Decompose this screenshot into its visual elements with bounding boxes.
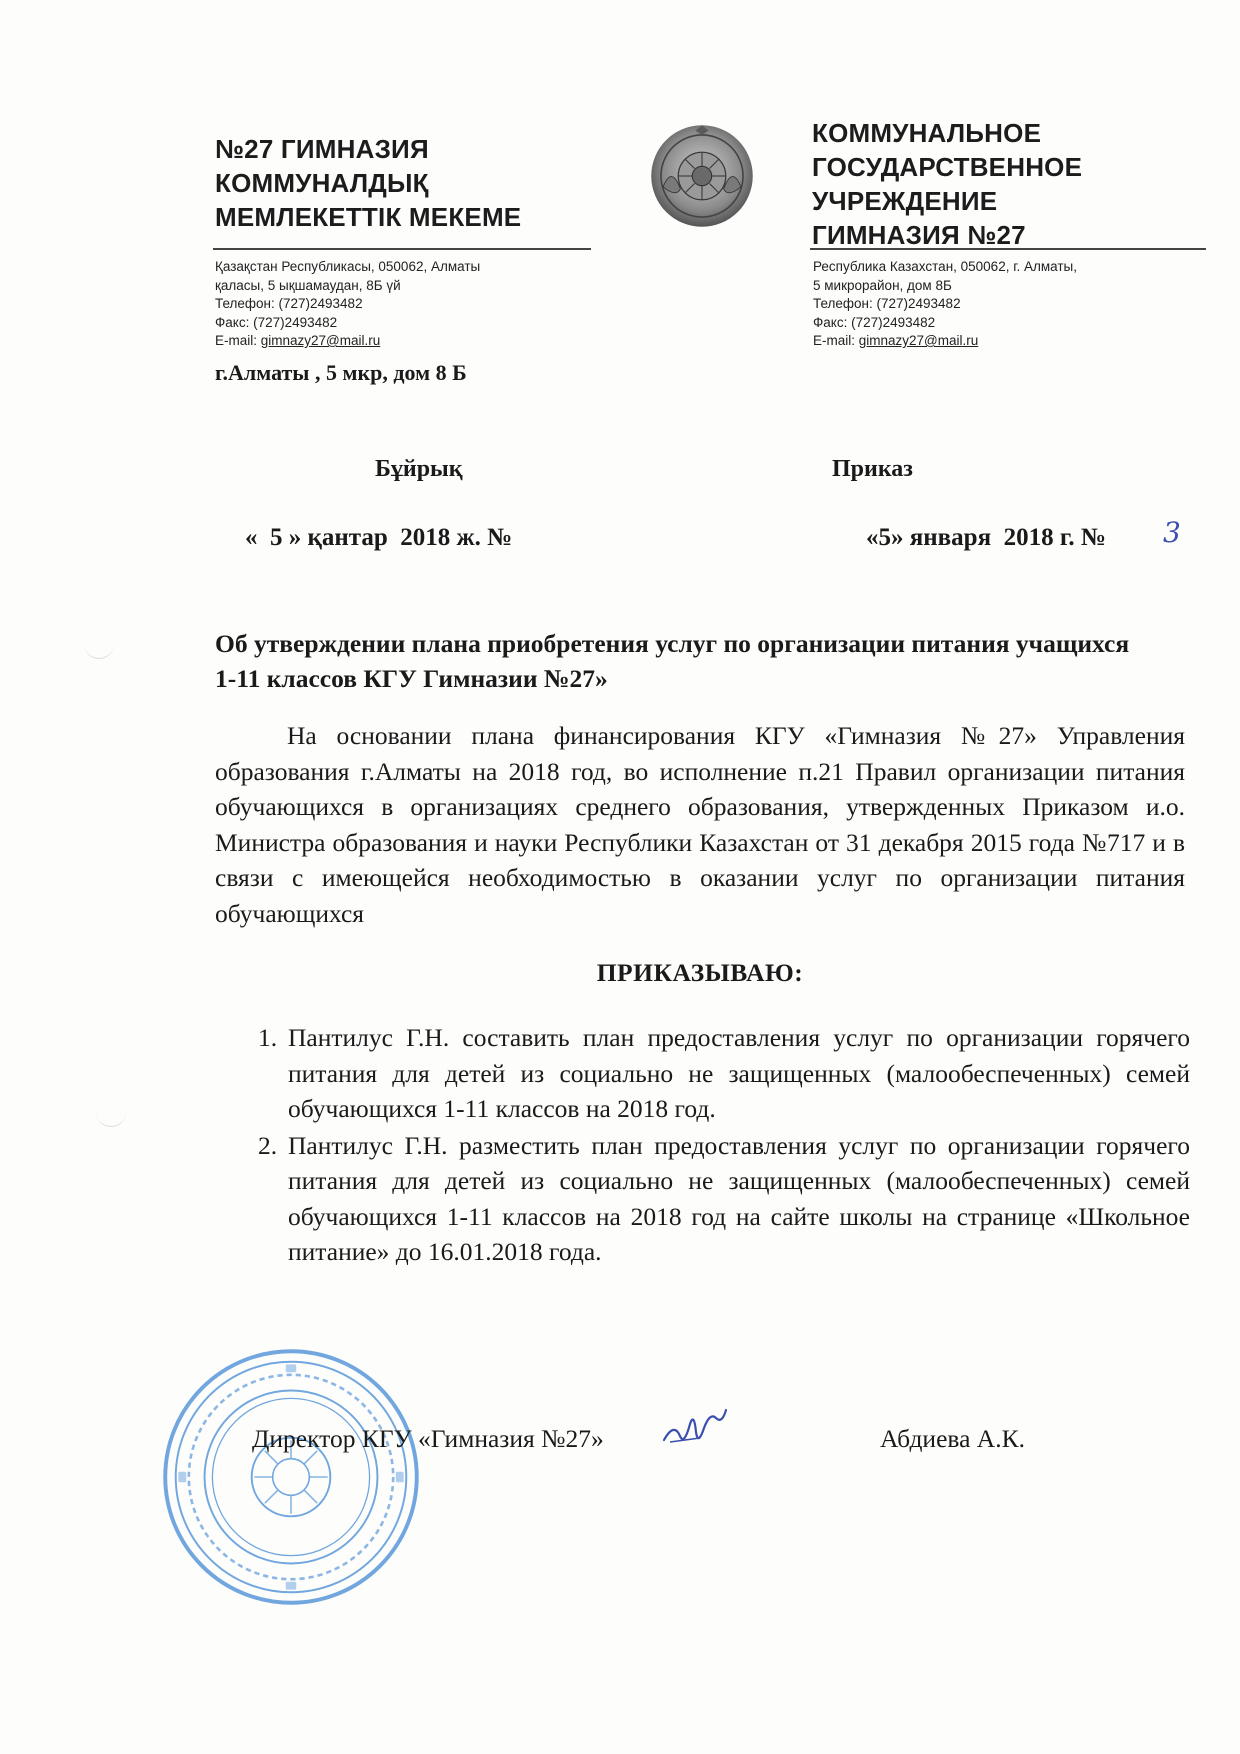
- item-number: 1.: [258, 1023, 278, 1052]
- item-text: Пантилус Г.Н. составить план предоставления услуг по организации горячего питания для детей из социально не защищенных (малообеспеченных) семей обучающихся 1-11 классов на 2018 год.: [288, 1023, 1190, 1123]
- scan-mark: [96, 1112, 126, 1127]
- header-right-line: КОММУНАЛЬНОЕ: [812, 118, 1042, 148]
- header-right-title: [812, 116, 1172, 252]
- order-title-ru: Приказ: [832, 456, 913, 482]
- email-label: E-mail:: [215, 333, 261, 348]
- address-line: Факс: (727)2493482: [813, 314, 936, 330]
- email-link[interactable]: gimnazy27@mail.ru: [858, 333, 979, 348]
- email-link[interactable]: gimnazy27@mail.ru: [260, 333, 381, 348]
- handwritten-signature-icon: [660, 1402, 730, 1454]
- header-divider-left: [213, 248, 591, 250]
- order-number-handwritten: 3: [1163, 516, 1181, 549]
- city-address: г.Алматы , 5 мкр, дом 8 Б: [215, 360, 467, 385]
- header-left-line: КОММУНАЛДЫҚ: [215, 168, 429, 198]
- state-emblem-icon: [648, 122, 756, 230]
- order-command: [0, 958, 1240, 988]
- address-left: [215, 258, 595, 351]
- list-item: [250, 1128, 1190, 1270]
- list-item: [250, 1020, 1190, 1127]
- header-left-title: [215, 132, 575, 234]
- email-line: [813, 332, 1193, 351]
- order-date-kz: « 5 » қантар 2018 ж. №: [245, 524, 513, 551]
- scan-mark: [84, 644, 114, 659]
- address-line: Факс: (727)2493482: [215, 314, 338, 330]
- header-right-line: УЧРЕЖДЕНИЕ: [812, 186, 998, 216]
- header-right-line: ГОСУДАРСТВЕННОЕ: [812, 152, 1083, 182]
- email-label: E-mail:: [813, 333, 859, 348]
- director-title: Директор КГУ «Гимназия №27»: [252, 1424, 604, 1453]
- official-stamp-icon: [160, 1346, 422, 1608]
- address-line: Телефон: (727)2493482: [215, 296, 363, 311]
- command-text: ПРИКАЗЫВАЮ:: [596, 958, 804, 987]
- address-line: 5 микрорайон, дом 8Б: [813, 277, 952, 293]
- address-line: Қазақстан Республикасы, 050062, Алматы: [215, 259, 481, 274]
- order-items-list: [250, 1020, 1190, 1271]
- email-line: [215, 332, 595, 351]
- item-text: Пантилус Г.Н. разместить план предоставления услуг по организации горячего питания для детей из социально не защищенных (малообеспеченных) семей обучающихся 1-11 классов на 2018 год на сайте школы на странице «Школьное питание» до 16.01.2018 года.: [288, 1130, 1190, 1266]
- director-name: Абдиева А.К.: [880, 1424, 1025, 1453]
- item-number: 2.: [258, 1130, 278, 1160]
- header-left-line: МЕМЛЕКЕТТІК МЕКЕМЕ: [215, 202, 522, 232]
- header-right-line: ГИМНАЗИЯ №27: [812, 220, 1026, 250]
- order-body: На основании плана финансирования КГУ «Гимназия №27» Управления образования г.Алматы на 2018 год, во исполнение п.21 Правил организации питания обучающихся в организациях среднего образования, утвержденных Приказом и.о. Министра образования и науки Республики Казахстан от 31 декабря 2015 года №717 и в связи с имеющейся необходимостью в оказании услуг по организации питания обучающихся: [215, 721, 1185, 928]
- address-line: Телефон: (727)2493482: [813, 296, 961, 311]
- address-line: қаласы, 5 ықшамаудан, 8Б үй: [215, 277, 401, 293]
- header-left-line: №27 ГИМНАЗИЯ: [215, 134, 429, 164]
- header-divider-right: [810, 248, 1206, 250]
- order-date-ru: «5» января 2018 г. №: [866, 524, 1107, 551]
- order-subject: Об утверждении плана приобретения услуг по организации питания учащихся 1-11 классов КГУ Гимназии №27»: [215, 629, 1130, 693]
- address-line: Республика Казахстан, 050062, г. Алматы,: [813, 259, 1077, 274]
- order-title-kz: Бұйрық: [375, 456, 463, 482]
- address-right: [813, 258, 1193, 351]
